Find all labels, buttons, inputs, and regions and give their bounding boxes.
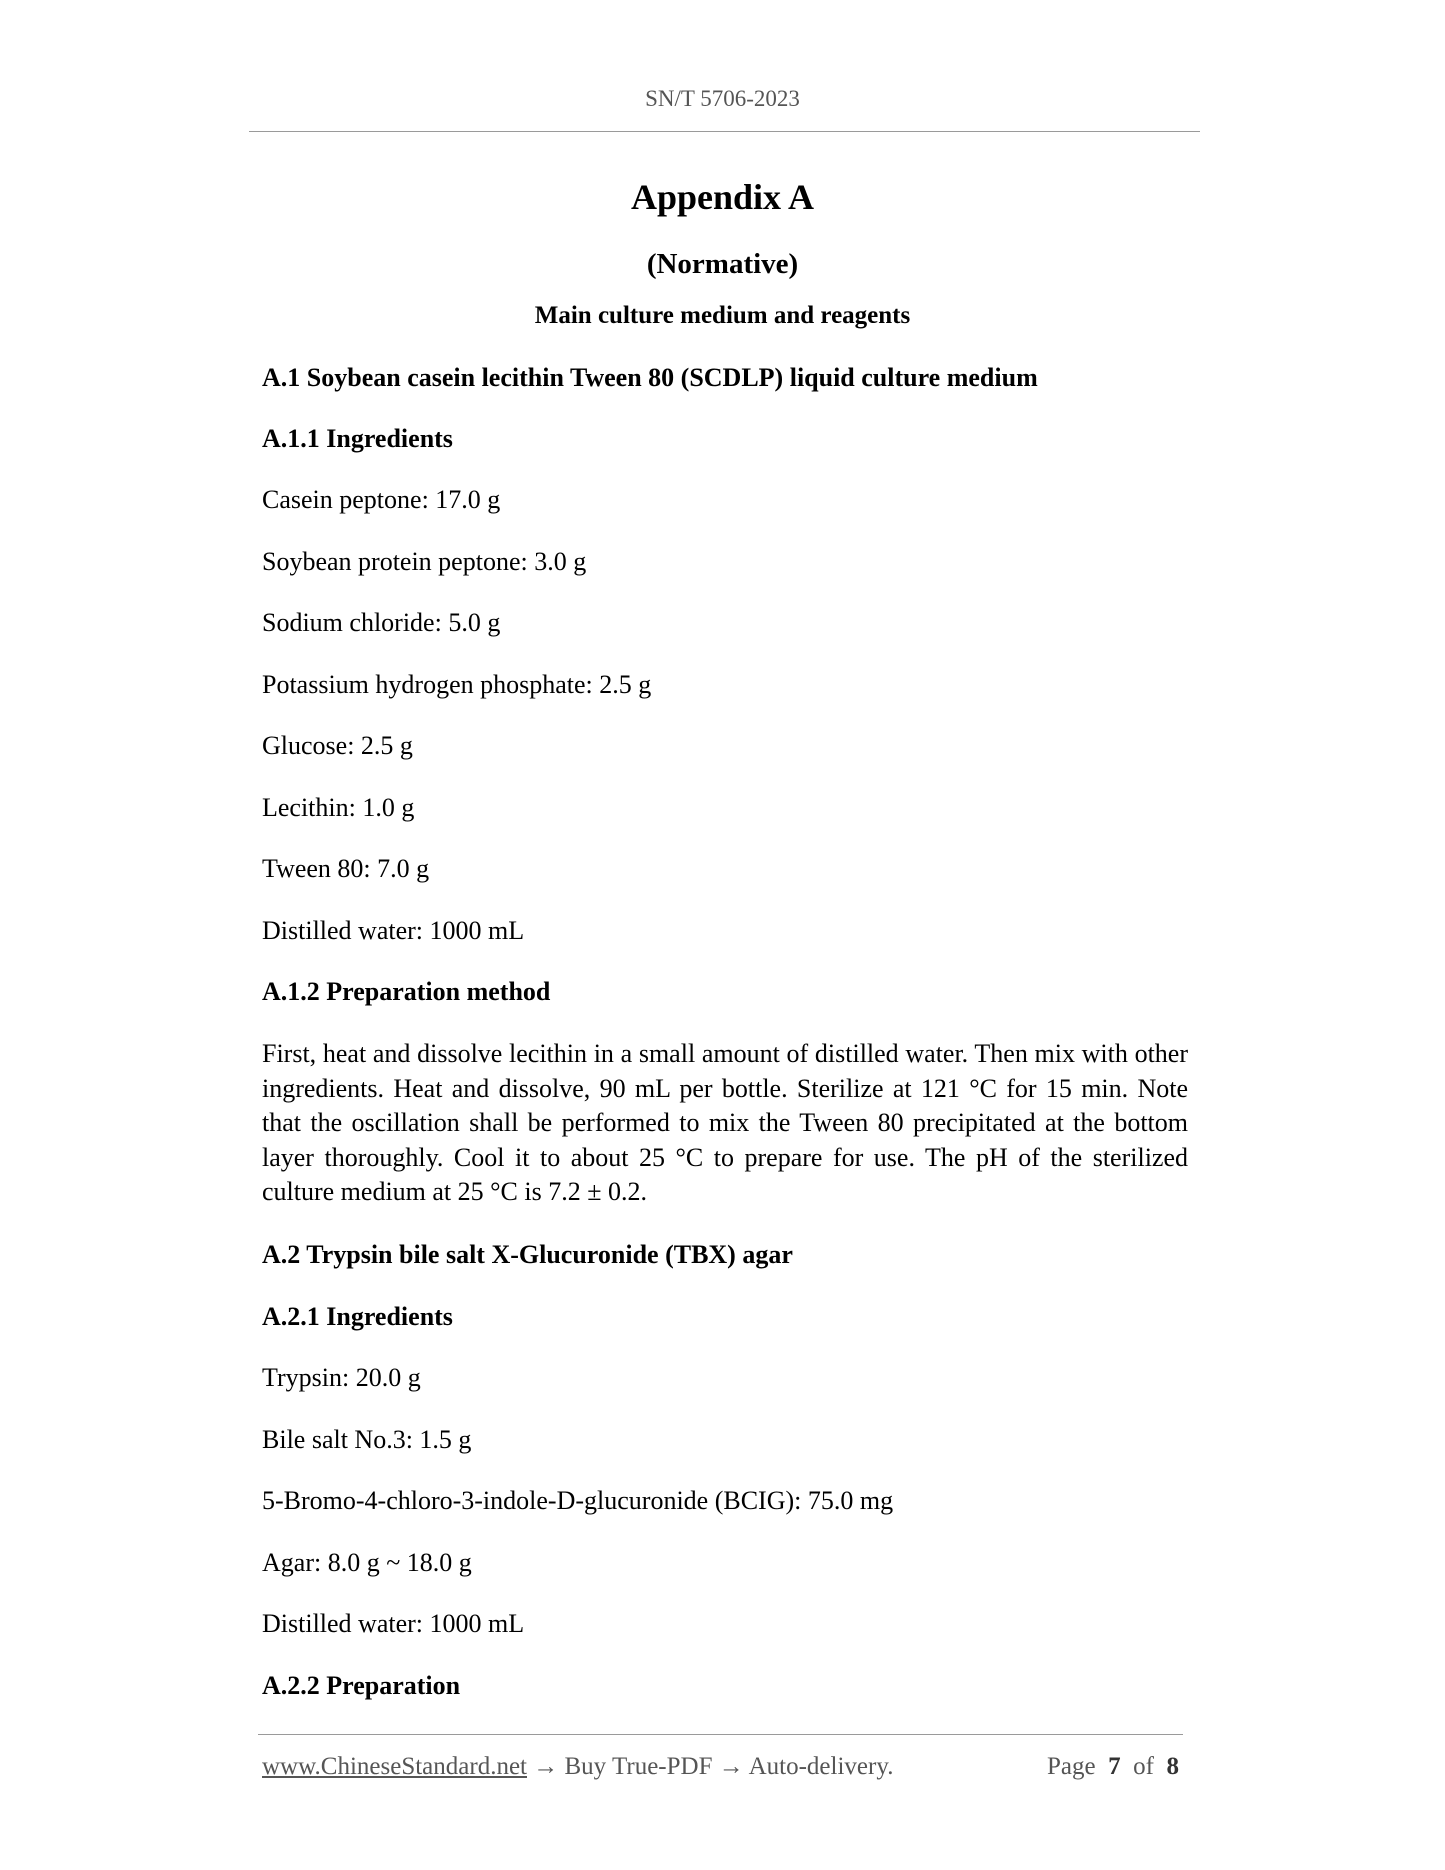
- ingredient-item: Soybean protein peptone: 3.0 g: [262, 547, 587, 576]
- ingredient-item: Agar: 8.0 g ~ 18.0 g: [262, 1548, 472, 1577]
- ingredient-item: 5-Bromo-4-chloro-3-indole-D-glucuronide (BCIG): 75.0 mg: [262, 1486, 894, 1515]
- normative-label: (Normative): [646, 248, 799, 280]
- page-label: Page: [1047, 1753, 1096, 1780]
- section-a1-1-heading: A.1.1 Ingredients: [262, 424, 453, 453]
- page-total: 8: [1166, 1753, 1179, 1780]
- footer-divider: [258, 1734, 1183, 1735]
- page-of-label: of: [1133, 1753, 1154, 1780]
- footer-tagline: → Buy True-PDF → Auto-delivery.: [527, 1753, 894, 1780]
- section-a1-2-heading: A.1.2 Preparation method: [262, 977, 551, 1006]
- ingredient-item: Casein peptone: 17.0 g: [262, 485, 501, 514]
- section-a2-1-heading: A.2.1 Ingredients: [262, 1302, 453, 1331]
- appendix-subtitle: Main culture medium and reagents: [534, 302, 911, 329]
- ingredient-item: Distilled water: 1000 mL: [262, 1609, 525, 1638]
- preparation-method-paragraph: First, heat and dissolve lecithin in a small amount of distilled water. Then mix with other ingredients. Heat and dissolve, 90 mL per bottle. Sterilize at 121 °C for 15 min. Note that the oscillation shall be performed to mix the Tween 80 precipitated at the bottom layer thoroughly. Cool it to about 25 °C to prepare for use. The pH of the sterilized culture medium at 25 °C is 7.2 ± 0.2.: [262, 1039, 1188, 1206]
- header-divider: [249, 131, 1200, 132]
- section-a2-2-heading: A.2.2 Preparation: [262, 1671, 461, 1700]
- document-number-header: SN/T 5706-2023: [645, 86, 800, 111]
- page-indicator: [1047, 1753, 1179, 1781]
- appendix-title: Appendix A: [630, 177, 815, 217]
- section-a1-heading: A.1 Soybean casein lecithin Tween 80 (SCDLP) liquid culture medium: [262, 363, 1038, 392]
- ingredient-item: Lecithin: 1.0 g: [262, 793, 415, 822]
- section-a2-heading: A.2 Trypsin bile salt X-Glucuronide (TBX) agar: [262, 1240, 793, 1269]
- footer-promo: [262, 1753, 893, 1781]
- page-current: 7: [1108, 1753, 1121, 1780]
- ingredient-item: Trypsin: 20.0 g: [262, 1363, 421, 1392]
- ingredient-item: Potassium hydrogen phosphate: 2.5 g: [262, 670, 652, 699]
- ingredient-item: Tween 80: 7.0 g: [262, 854, 430, 883]
- website-link[interactable]: www.ChineseStandard.net: [262, 1753, 527, 1780]
- ingredient-item: Bile salt No.3: 1.5 g: [262, 1425, 472, 1454]
- ingredient-item: Sodium chloride: 5.0 g: [262, 608, 501, 637]
- ingredient-item: Distilled water: 1000 mL: [262, 916, 525, 945]
- ingredient-item: Glucose: 2.5 g: [262, 731, 413, 760]
